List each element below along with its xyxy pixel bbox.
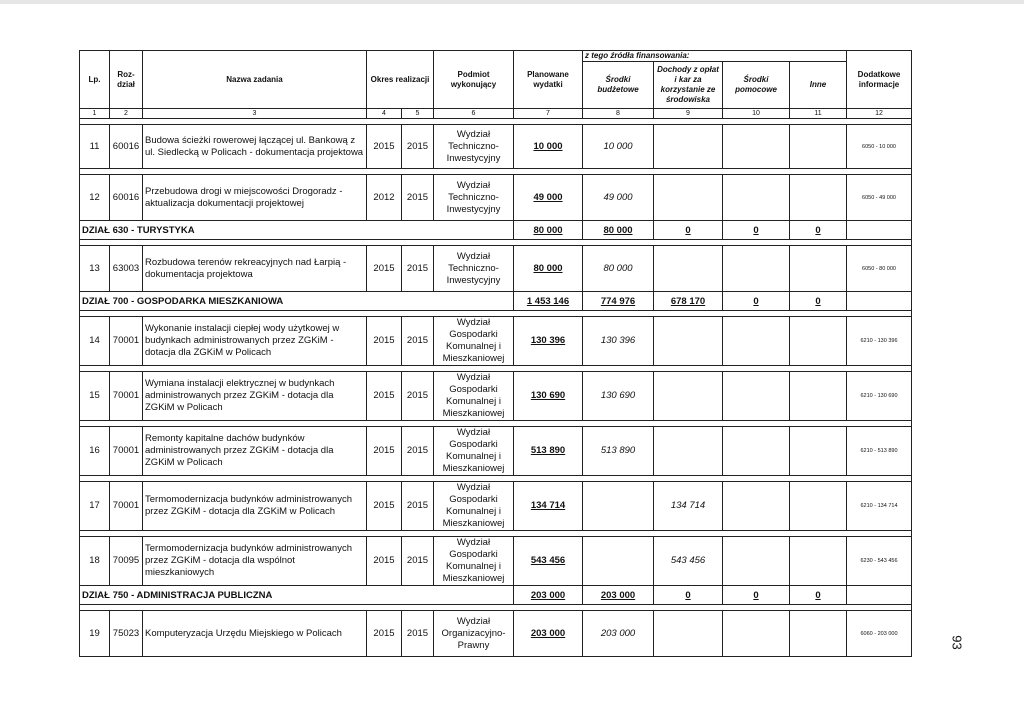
cell-inne xyxy=(790,482,847,531)
section-row xyxy=(80,221,912,240)
cell-do: 2015 xyxy=(402,246,434,292)
cell-od: 2015 xyxy=(367,427,402,476)
scan-top-edge xyxy=(0,0,1024,4)
table-row xyxy=(80,372,912,421)
cell-planowane: 513 890 xyxy=(514,427,583,476)
cell-nazwa: Wykonanie instalacji ciepłej wody użytkowej w budynkach administrowanych przez ZGKiM - dotacja dla ZGKiM w Policach xyxy=(143,317,367,366)
cell-rozdzial: 70001 xyxy=(110,317,143,366)
col-number: 8 xyxy=(583,109,654,119)
cell-rozdzial: 70001 xyxy=(110,482,143,531)
cell-do: 2015 xyxy=(402,482,434,531)
cell-nazwa: Wymiana instalacji elektrycznej w budynkach administrowanych przez ZGKiM - dotacja dla ZGKiM w Policach xyxy=(143,372,367,421)
section-pomocowe: 0 xyxy=(723,292,790,311)
cell-budzetowe: 130 396 xyxy=(583,317,654,366)
cell-dochody xyxy=(654,317,723,366)
cell-pomocowe xyxy=(723,246,790,292)
section-budzetowe: 80 000 xyxy=(583,221,654,240)
col-number: 5 xyxy=(402,109,434,119)
cell-lp: 18 xyxy=(80,537,110,586)
section-dochody: 678 170 xyxy=(654,292,723,311)
col-number: 9 xyxy=(654,109,723,119)
cell-od: 2015 xyxy=(367,317,402,366)
header-nazwa: Nazwa zadania xyxy=(143,51,367,109)
cell-od: 2015 xyxy=(367,125,402,169)
cell-pomocowe xyxy=(723,427,790,476)
column-number-row xyxy=(80,109,912,119)
cell-podmiot: Wydział Gospodarki Komunalnej i Mieszkaniowej xyxy=(434,482,514,531)
section-dochody: 0 xyxy=(654,586,723,605)
page-number: 93 xyxy=(949,635,965,650)
cell-dochody xyxy=(654,611,723,657)
cell-lp: 11 xyxy=(80,125,110,169)
table-row xyxy=(80,246,912,292)
header-srodki-pomocowe: Środki pomocowe xyxy=(723,62,790,109)
cell-do: 2015 xyxy=(402,125,434,169)
cell-lp: 14 xyxy=(80,317,110,366)
col-number: 1 xyxy=(80,109,110,119)
section-label: DZIAŁ 630 - TURYSTYKA xyxy=(80,221,514,240)
cell-inne xyxy=(790,175,847,221)
cell-podmiot: Wydział Gospodarki Komunalnej i Mieszkaniowej xyxy=(434,317,514,366)
cell-do: 2015 xyxy=(402,372,434,421)
table-row xyxy=(80,317,912,366)
cell-inne xyxy=(790,537,847,586)
section-info xyxy=(847,292,912,311)
header-zrodla: z tego źródła finansowania: xyxy=(583,51,847,62)
cell-budzetowe: 203 000 xyxy=(583,611,654,657)
cell-rozdzial: 60016 xyxy=(110,175,143,221)
cell-od: 2015 xyxy=(367,246,402,292)
cell-lp: 17 xyxy=(80,482,110,531)
cell-inne xyxy=(790,246,847,292)
cell-lp: 19 xyxy=(80,611,110,657)
cell-dochody xyxy=(654,246,723,292)
investment-table xyxy=(79,50,912,657)
cell-nazwa: Termomodernizacja budynków administrowanych przez ZGKiM - dotacja dla wspólnot mieszkaniowych xyxy=(143,537,367,586)
section-label: DZIAŁ 750 - ADMINISTRACJA PUBLICZNA xyxy=(80,586,514,605)
section-label: DZIAŁ 700 - GOSPODARKA MIESZKANIOWA xyxy=(80,292,514,311)
cell-nazwa: Remonty kapitalne dachów budynków administrowanych przez ZGKiM - dotacja dla ZGKiM w Policach xyxy=(143,427,367,476)
col-number: 12 xyxy=(847,109,912,119)
cell-do: 2015 xyxy=(402,317,434,366)
section-info xyxy=(847,221,912,240)
cell-rozdzial: 70095 xyxy=(110,537,143,586)
section-planowane: 80 000 xyxy=(514,221,583,240)
cell-budzetowe: 513 890 xyxy=(583,427,654,476)
cell-planowane: 203 000 xyxy=(514,611,583,657)
section-pomocowe: 0 xyxy=(723,221,790,240)
header-okres: Okres realizacji xyxy=(367,51,434,109)
header-dodatkowe: Dodatkowe informacje xyxy=(847,51,912,109)
cell-inne xyxy=(790,372,847,421)
section-inne: 0 xyxy=(790,221,847,240)
cell-info: 6210 - 134 714 xyxy=(847,482,912,531)
cell-od: 2015 xyxy=(367,611,402,657)
cell-pomocowe xyxy=(723,537,790,586)
cell-pomocowe xyxy=(723,482,790,531)
section-row xyxy=(80,292,912,311)
cell-planowane: 134 714 xyxy=(514,482,583,531)
cell-pomocowe xyxy=(723,317,790,366)
cell-budzetowe: 49 000 xyxy=(583,175,654,221)
cell-do: 2015 xyxy=(402,427,434,476)
cell-planowane: 10 000 xyxy=(514,125,583,169)
cell-pomocowe xyxy=(723,175,790,221)
cell-inne xyxy=(790,317,847,366)
cell-od: 2015 xyxy=(367,372,402,421)
table-row xyxy=(80,537,912,586)
header-planowane: Planowane wydatki xyxy=(514,51,583,109)
cell-budzetowe: 80 000 xyxy=(583,246,654,292)
section-dochody: 0 xyxy=(654,221,723,240)
cell-info: 6050 - 80 000 xyxy=(847,246,912,292)
header-srodki-budzetowe: Środki budżetowe xyxy=(583,62,654,109)
cell-planowane: 130 690 xyxy=(514,372,583,421)
cell-budzetowe xyxy=(583,537,654,586)
section-inne: 0 xyxy=(790,586,847,605)
cell-podmiot: Wydział Gospodarki Komunalnej i Mieszkaniowej xyxy=(434,372,514,421)
cell-od: 2015 xyxy=(367,537,402,586)
cell-do: 2015 xyxy=(402,611,434,657)
cell-nazwa: Rozbudowa terenów rekreacyjnych nad Łarpią - dokumentacja projektowa xyxy=(143,246,367,292)
cell-planowane: 80 000 xyxy=(514,246,583,292)
cell-planowane: 130 396 xyxy=(514,317,583,366)
cell-pomocowe xyxy=(723,372,790,421)
cell-dochody xyxy=(654,427,723,476)
cell-inne xyxy=(790,611,847,657)
cell-dochody: 543 456 xyxy=(654,537,723,586)
cell-budzetowe: 10 000 xyxy=(583,125,654,169)
section-planowane: 203 000 xyxy=(514,586,583,605)
cell-lp: 13 xyxy=(80,246,110,292)
cell-pomocowe xyxy=(723,125,790,169)
col-number: 10 xyxy=(723,109,790,119)
cell-inne xyxy=(790,427,847,476)
col-number: 11 xyxy=(790,109,847,119)
cell-planowane: 49 000 xyxy=(514,175,583,221)
cell-podmiot: Wydział Gospodarki Komunalnej i Mieszkaniowej xyxy=(434,537,514,586)
table-row xyxy=(80,427,912,476)
section-inne: 0 xyxy=(790,292,847,311)
cell-lp: 16 xyxy=(80,427,110,476)
cell-od: 2015 xyxy=(367,482,402,531)
cell-lp: 12 xyxy=(80,175,110,221)
table-row xyxy=(80,611,912,657)
section-row xyxy=(80,586,912,605)
table-row xyxy=(80,125,912,169)
cell-nazwa: Komputeryzacja Urzędu Miejskiego w Policach xyxy=(143,611,367,657)
section-budzetowe: 774 976 xyxy=(583,292,654,311)
cell-nazwa: Budowa ścieżki rowerowej łączącej ul. Bankową z ul. Siedlecką w Policach - dokumentacja projektowa xyxy=(143,125,367,169)
cell-podmiot: Wydział Techniczno-Inwestycyjny xyxy=(434,246,514,292)
cell-rozdzial: 60016 xyxy=(110,125,143,169)
cell-rozdzial: 70001 xyxy=(110,427,143,476)
col-number: 7 xyxy=(514,109,583,119)
cell-pomocowe xyxy=(723,611,790,657)
section-budzetowe: 203 000 xyxy=(583,586,654,605)
header-podmiot: Podmiot wykonujący xyxy=(434,51,514,109)
header-inne: Inne xyxy=(790,62,847,109)
cell-do: 2015 xyxy=(402,537,434,586)
section-pomocowe: 0 xyxy=(723,586,790,605)
cell-planowane: 543 456 xyxy=(514,537,583,586)
budget-table-sheet xyxy=(79,50,911,657)
cell-info: 6060 - 203 000 xyxy=(847,611,912,657)
header-rozdzial: Roz-dział xyxy=(110,51,143,109)
cell-dochody xyxy=(654,372,723,421)
cell-podmiot: Wydział Techniczno-Inwestycyjny xyxy=(434,125,514,169)
cell-info: 6210 - 130 396 xyxy=(847,317,912,366)
cell-podmiot: Wydział Organizacyjno-Prawny xyxy=(434,611,514,657)
cell-do: 2015 xyxy=(402,175,434,221)
cell-nazwa: Termomodernizacja budynków administrowanych przez ZGKiM - dotacja dla ZGKiM w Policach xyxy=(143,482,367,531)
col-number: 3 xyxy=(143,109,367,119)
header-dochody: Dochody z opłat i kar za korzystanie ze środowiska xyxy=(654,62,723,109)
cell-dochody: 134 714 xyxy=(654,482,723,531)
cell-inne xyxy=(790,125,847,169)
cell-info: 6210 - 513 890 xyxy=(847,427,912,476)
cell-dochody xyxy=(654,175,723,221)
cell-rozdzial: 63003 xyxy=(110,246,143,292)
cell-info: 6210 - 130 690 xyxy=(847,372,912,421)
cell-info: 6050 - 10 000 xyxy=(847,125,912,169)
cell-podmiot: Wydział Gospodarki Komunalnej i Mieszkaniowej xyxy=(434,427,514,476)
table-row xyxy=(80,175,912,221)
cell-info: 6050 - 49 000 xyxy=(847,175,912,221)
cell-podmiot: Wydział Techniczno-Inwestycyjny xyxy=(434,175,514,221)
col-number: 6 xyxy=(434,109,514,119)
cell-info: 6230 - 543 456 xyxy=(847,537,912,586)
section-info xyxy=(847,586,912,605)
header-lp: Lp. xyxy=(80,51,110,109)
table-row xyxy=(80,482,912,531)
cell-nazwa: Przebudowa drogi w miejscowości Drogoradz - aktualizacja dokumentacji projektowej xyxy=(143,175,367,221)
cell-dochody xyxy=(654,125,723,169)
cell-lp: 15 xyxy=(80,372,110,421)
col-number: 2 xyxy=(110,109,143,119)
cell-rozdzial: 70001 xyxy=(110,372,143,421)
cell-od: 2012 xyxy=(367,175,402,221)
section-planowane: 1 453 146 xyxy=(514,292,583,311)
cell-budzetowe xyxy=(583,482,654,531)
cell-budzetowe: 130 690 xyxy=(583,372,654,421)
col-number: 4 xyxy=(367,109,402,119)
cell-rozdzial: 75023 xyxy=(110,611,143,657)
